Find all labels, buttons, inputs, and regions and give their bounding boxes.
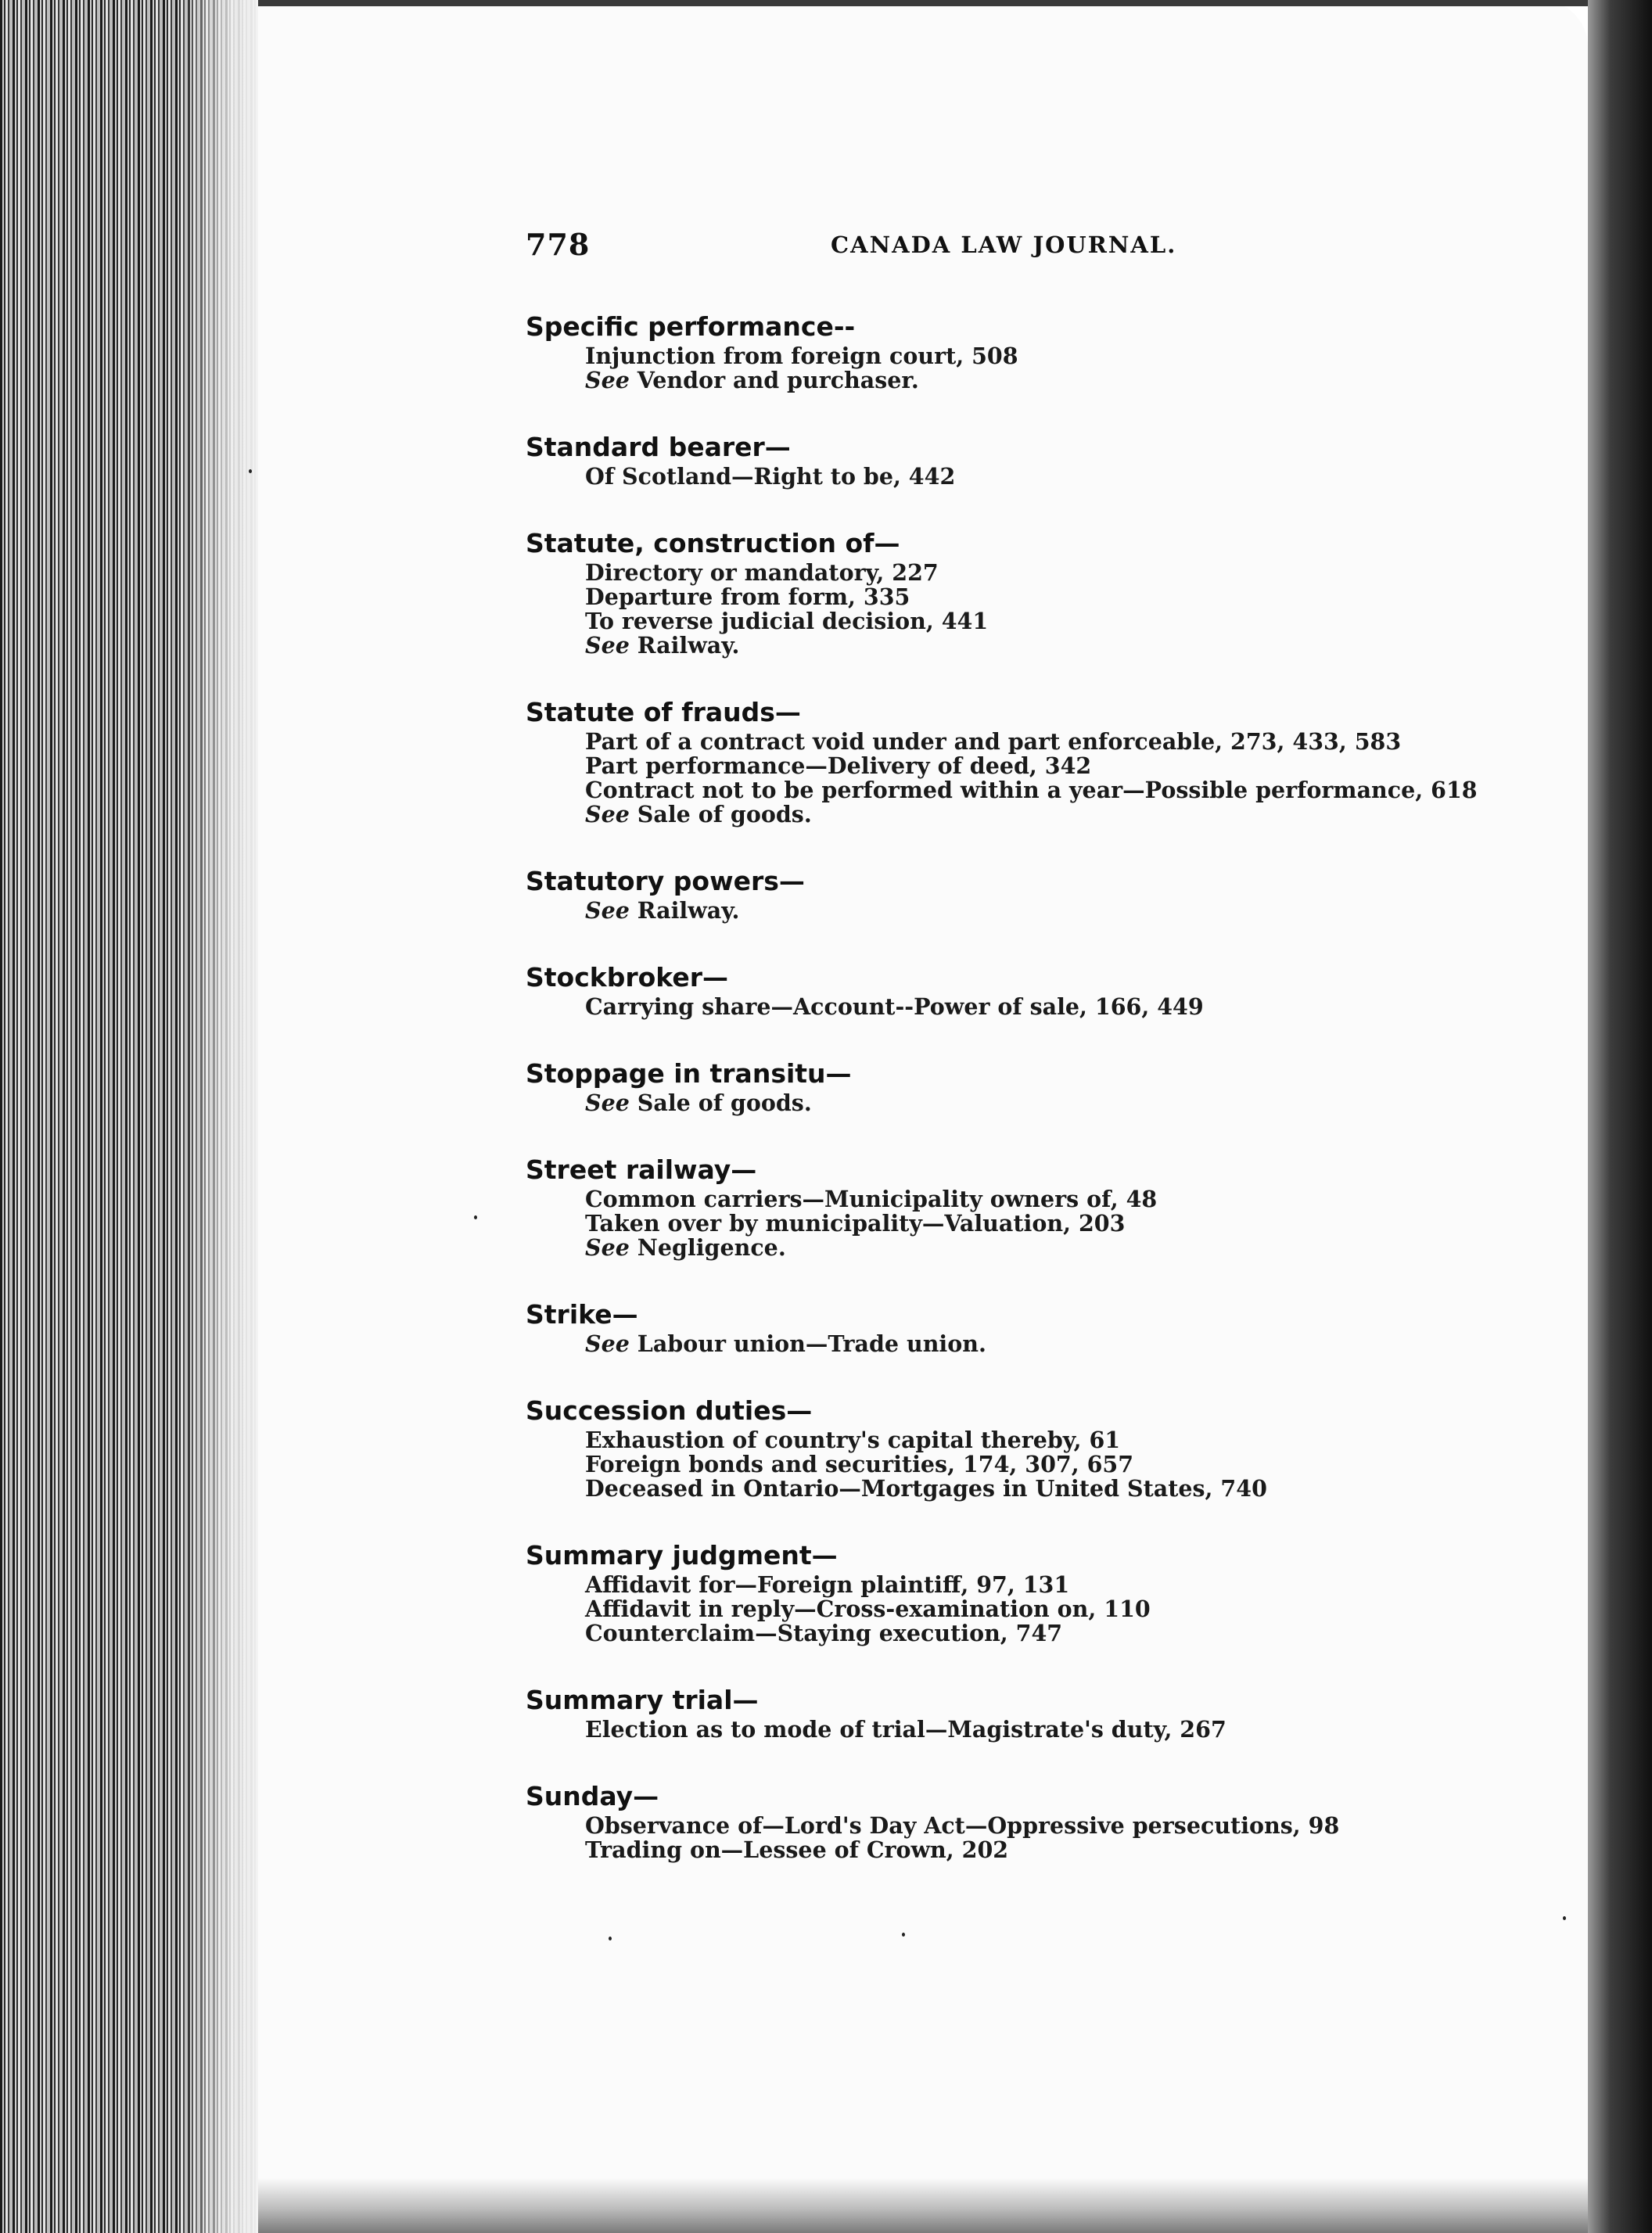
subentry-text: Part performance—Delivery of deed, 342 xyxy=(585,752,1092,779)
index-entry xyxy=(526,526,1542,658)
subentry-text: Affidavit for—Foreign plaintiff, 97, 131 xyxy=(585,1571,1070,1598)
index-subentry xyxy=(526,1428,1542,1452)
index-heading: Summary judgment— xyxy=(526,1540,838,1571)
page-number: 778 xyxy=(526,227,591,262)
index-heading: Stockbroker— xyxy=(526,962,729,993)
index-subentry xyxy=(526,802,1542,827)
index-subentry xyxy=(526,1477,1542,1501)
subentry-text: Election as to mode of trial—Magistrate's duty, 267 xyxy=(585,1716,1226,1743)
top-scan-edge xyxy=(258,0,1588,6)
subentry-text: Observance of—Lord's Day Act—Oppressive persecutions, 98 xyxy=(585,1812,1340,1839)
index-subentry xyxy=(526,1452,1542,1477)
subentry-text: Vendor and purchaser. xyxy=(629,367,919,393)
subentry-text: Sale of goods. xyxy=(629,1090,812,1116)
index-subentry xyxy=(526,1236,1542,1260)
see-reference-label: See xyxy=(585,1090,630,1116)
see-reference-label: See xyxy=(585,367,630,393)
index-heading: Statutory powers— xyxy=(526,866,805,896)
see-reference-label: See xyxy=(585,1234,630,1261)
index-heading: Statute, construction of— xyxy=(526,528,900,558)
subentry-text: Trading on—Lessee of Crown, 202 xyxy=(585,1836,1009,1863)
index-subentry xyxy=(526,1597,1542,1621)
subentry-text: Labour union—Trade union. xyxy=(629,1330,986,1357)
index-subentry xyxy=(526,754,1542,778)
subentry-text: Directory or mandatory, 227 xyxy=(585,559,939,586)
scan-speck xyxy=(249,469,252,473)
subentry-text: Exhaustion of country's capital thereby, 61 xyxy=(585,1427,1121,1453)
index-subentry xyxy=(526,1212,1542,1236)
index-entry xyxy=(526,1057,1542,1115)
subentry-text: Carrying share—Account--Power of sale, 166, 449 xyxy=(585,993,1204,1020)
index-heading: Succession duties— xyxy=(526,1395,813,1426)
index-entry xyxy=(526,864,1542,923)
subentry-text: Injunction from foreign court, 508 xyxy=(585,343,1018,369)
index-subentry xyxy=(526,1091,1542,1115)
index-subentry xyxy=(526,1621,1542,1646)
index-entry xyxy=(526,1538,1542,1646)
index-subentry xyxy=(526,1838,1542,1862)
index-subentry xyxy=(526,1718,1542,1742)
scan-speck xyxy=(474,1215,477,1219)
subentry-text: Foreign bonds and securities, 174, 307, 657 xyxy=(585,1451,1134,1477)
index-entry xyxy=(526,430,1542,489)
index-entry xyxy=(526,1298,1542,1356)
scan-speck xyxy=(1563,1916,1566,1920)
scan-speck xyxy=(609,1937,612,1940)
index-subentry xyxy=(526,634,1542,658)
index-subentry xyxy=(526,995,1542,1019)
index-entry xyxy=(526,695,1542,827)
index-heading: Street railway— xyxy=(526,1154,757,1185)
index-list xyxy=(526,310,1542,1900)
index-subentry xyxy=(526,585,1542,609)
index-heading: Specific performance-- xyxy=(526,311,856,342)
index-entry xyxy=(526,960,1542,1019)
subentry-text: Taken over by municipality—Valuation, 203 xyxy=(585,1210,1126,1237)
index-subentry xyxy=(526,1332,1542,1356)
running-head xyxy=(526,227,1177,274)
index-heading: Statute of frauds— xyxy=(526,697,801,727)
index-entry xyxy=(526,1779,1542,1862)
subentry-text: Railway. xyxy=(629,897,740,924)
subentry-text: Part of a contract void under and part enforceable, 273, 433, 583 xyxy=(585,728,1402,755)
subentry-text: Contract not to be performed within a year—Possible performance, 618 xyxy=(585,777,1478,803)
index-subentry xyxy=(526,778,1542,802)
index-entry xyxy=(526,1394,1542,1501)
index-heading: Sunday— xyxy=(526,1781,659,1811)
index-subentry xyxy=(526,1187,1542,1212)
see-reference-label: See xyxy=(585,632,630,659)
index-entry xyxy=(526,1683,1542,1742)
index-subentry xyxy=(526,368,1542,393)
see-reference-label: See xyxy=(585,801,630,828)
subentry-text: Of Scotland—Right to be, 442 xyxy=(585,463,956,490)
index-subentry xyxy=(526,1573,1542,1597)
index-subentry xyxy=(526,730,1542,754)
right-scan-edge xyxy=(1588,0,1652,2233)
subentry-text: To reverse judicial decision, 441 xyxy=(585,608,989,634)
index-entry xyxy=(526,310,1542,393)
index-heading: Standard bearer— xyxy=(526,432,791,462)
subentry-text: Counterclaim—Staying execution, 747 xyxy=(585,1620,1063,1646)
index-heading: Stoppage in transitu— xyxy=(526,1058,852,1089)
index-subentry xyxy=(526,899,1542,923)
see-reference-label: See xyxy=(585,897,630,924)
subentry-text: Sale of goods. xyxy=(629,801,812,828)
index-subentry xyxy=(526,1814,1542,1838)
index-subentry xyxy=(526,465,1542,489)
see-reference-label: See xyxy=(585,1330,630,1357)
bottom-scan-edge xyxy=(258,2178,1588,2233)
index-heading: Summary trial— xyxy=(526,1685,759,1715)
subentry-text: Railway. xyxy=(629,632,740,659)
subentry-text: Affidavit in reply—Cross-examination on, 110 xyxy=(585,1596,1151,1622)
index-subentry xyxy=(526,344,1542,368)
index-entry xyxy=(526,1153,1542,1260)
index-subentry xyxy=(526,561,1542,585)
scan-speck xyxy=(902,1933,905,1937)
index-subentry xyxy=(526,609,1542,634)
journal-title: CANADA LAW JOURNAL. xyxy=(831,232,1177,258)
subentry-text: Common carriers—Municipality owners of, 48 xyxy=(585,1186,1158,1212)
index-heading: Strike— xyxy=(526,1299,638,1330)
subentry-text: Departure from form, 335 xyxy=(585,583,910,610)
page-gutter-shadow xyxy=(180,0,266,2233)
subentry-text: Negligence. xyxy=(629,1234,786,1261)
subentry-text: Deceased in Ontario—Mortgages in United States, 740 xyxy=(585,1475,1267,1502)
